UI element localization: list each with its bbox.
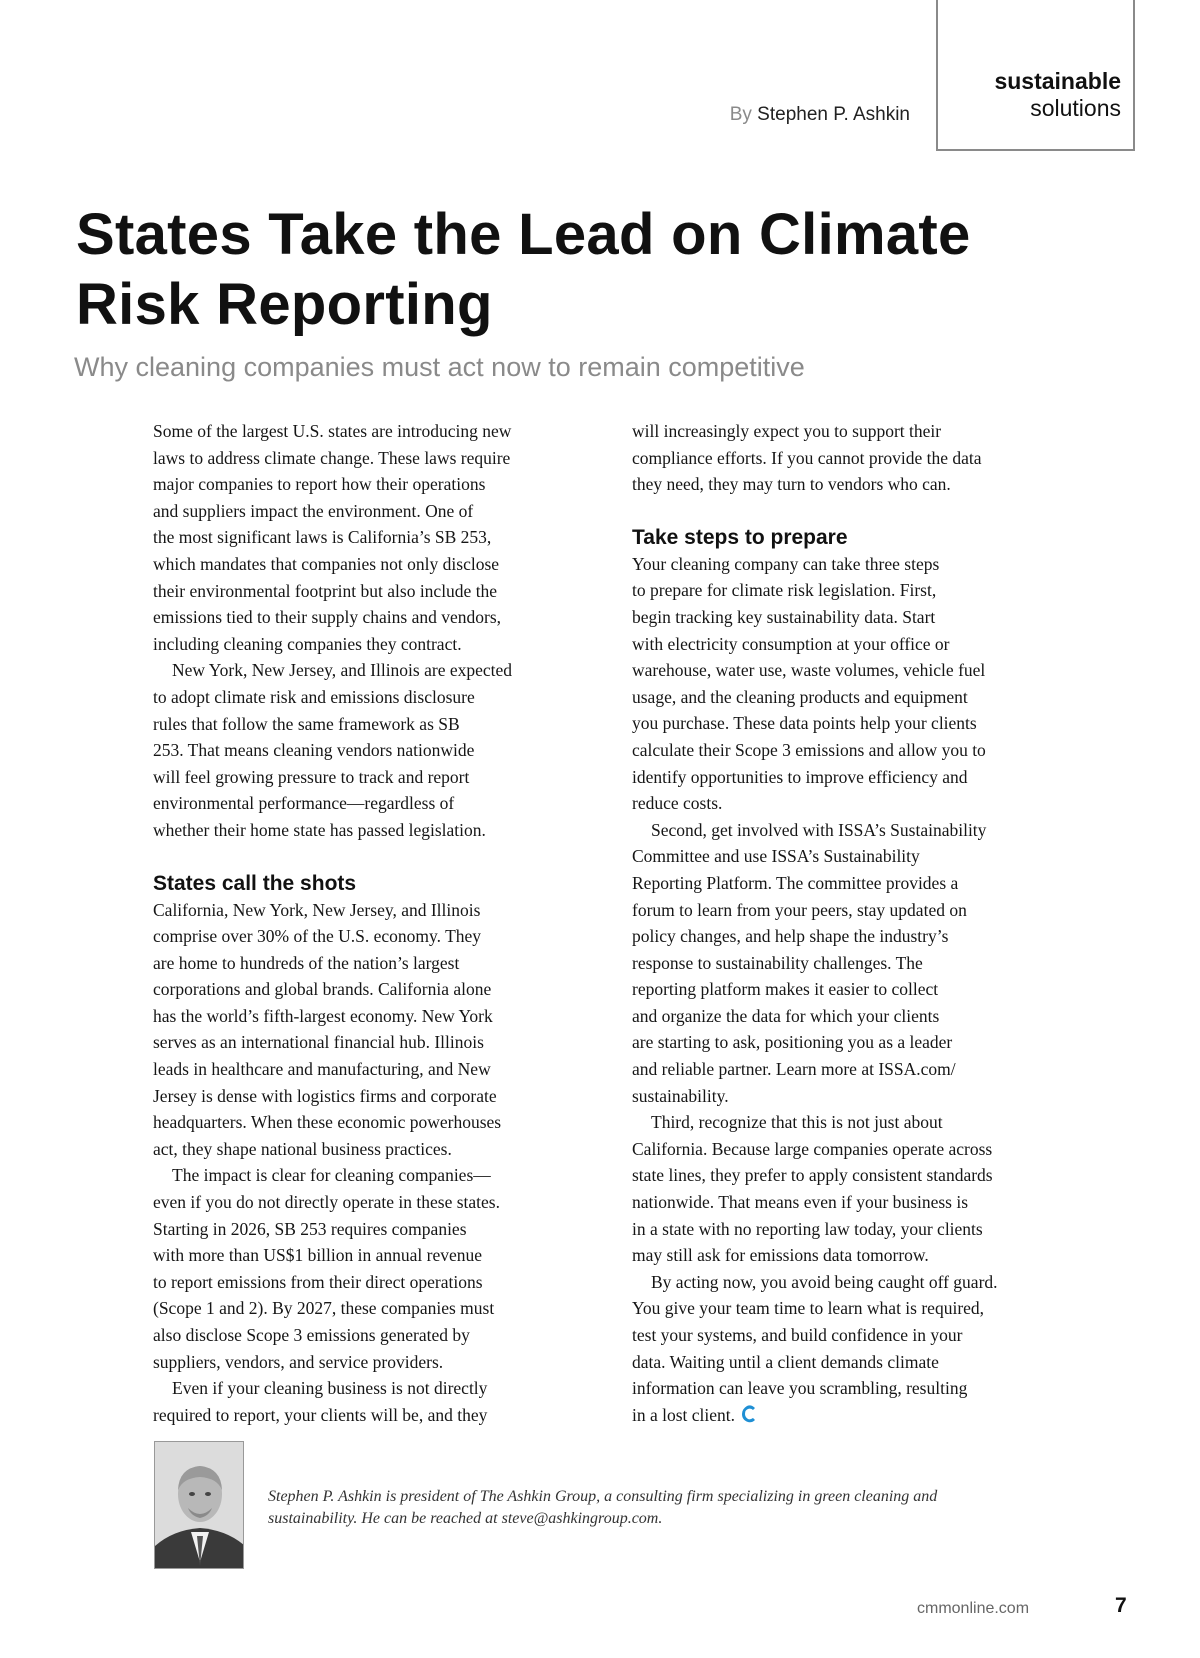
text-line: information can leave you scrambling, resulting — [632, 1378, 968, 1399]
text-line: calculate their Scope 3 emissions and allow you to — [632, 739, 986, 760]
department-label: sustainable — [994, 68, 1121, 94]
text-line: By acting now, you avoid being caught off guard. — [651, 1271, 998, 1292]
text-line: Third, recognize that this is not just about — [651, 1112, 943, 1133]
paragraph — [153, 897, 583, 1163]
footer-url: cmmonline.com — [917, 1600, 1030, 1617]
paragraph — [153, 1162, 583, 1375]
text-line: will increasingly expect you to support their — [632, 421, 942, 441]
text-line: act, they shape national business practices. — [153, 1138, 452, 1159]
text-line: whether their home state has passed legislation. — [153, 819, 486, 840]
text-line: to prepare for climate risk legislation. First, — [632, 580, 937, 601]
text-line: headquarters. When these economic powerhouses — [153, 1112, 502, 1133]
text-line: Some of the largest U.S. states are introducing new — [153, 421, 512, 441]
author-portrait-icon — [155, 1442, 244, 1569]
text-line: has the world’s fifth-largest economy. New York — [153, 1005, 493, 1026]
text-line: to report emissions from their direct operations — [153, 1271, 483, 1292]
text-line: the most significant laws is California’s SB 253, — [153, 527, 492, 548]
author-photo — [154, 1441, 244, 1569]
text-line: you purchase. These data points help your clients — [632, 713, 977, 734]
article-title-line1: States Take the Lead on Climate — [76, 202, 971, 267]
paragraph — [632, 1109, 1062, 1269]
text-line: in a state with no reporting law today, your clients — [632, 1218, 983, 1239]
text-line: nationwide. That means even if your business is — [632, 1192, 969, 1213]
text-line: identify opportunities to improve efficiency and — [632, 766, 968, 787]
text-line: to adopt climate risk and emissions disclosure — [153, 686, 475, 707]
text-line: Starting in 2026, SB 253 requires companies — [153, 1218, 467, 1239]
article-subtitle: Why cleaning companies must act now to remain competitive — [74, 352, 805, 382]
author-bio — [268, 1486, 1068, 1529]
paragraph — [153, 1375, 583, 1428]
text-line: warehouse, water use, waste volumes, vehicle fuel — [632, 660, 986, 681]
text-line: emissions tied to their supply chains and vendors, — [153, 607, 502, 628]
text-line: may still ask for emissions data tomorrow. — [632, 1245, 929, 1266]
text-line: major companies to report how their operations — [153, 474, 486, 495]
article-title-line2: Risk Reporting — [76, 272, 493, 337]
text-line: The impact is clear for cleaning companies— — [172, 1165, 491, 1186]
text-line: begin tracking key sustainability data. Start — [632, 606, 936, 627]
paragraph — [632, 418, 1062, 498]
text-line: Second, get involved with ISSA’s Sustainability — [651, 819, 987, 840]
byline-prefix: By — [729, 104, 752, 125]
text-line: compliance efforts. If you cannot provide the data — [632, 447, 982, 468]
text-line: data. Waiting until a client demands climate — [632, 1351, 939, 1372]
text-line: required to report, your clients will be, and they — [153, 1404, 488, 1425]
text-line: laws to address climate change. These laws require — [153, 447, 511, 468]
text-line: corporations and global brands. California alone — [153, 979, 492, 1000]
author-bio-line: Stephen P. Ashkin is president of The Ashkin Group, a consulting firm specializing in green cleaning and — [268, 1488, 938, 1505]
text-line: which mandates that companies not only disclose — [153, 553, 500, 574]
text-line: their environmental footprint but also include the — [153, 580, 498, 601]
left-column — [153, 418, 583, 1428]
text-line: are starting to ask, positioning you as a leader — [632, 1032, 953, 1053]
text-line: will feel growing pressure to track and report — [153, 766, 470, 787]
author-bio-line: sustainability. He can be reached at steve@ashkingroup.com. — [268, 1509, 663, 1527]
text-line: with electricity consumption at your office or — [632, 633, 950, 654]
text-line: comprise over 30% of the U.S. economy. They — [153, 926, 482, 947]
text-line: New York, New Jersey, and Illinois are expected — [172, 660, 513, 681]
department-sublabel: solutions — [1030, 95, 1121, 121]
text-line: forum to learn from your peers, stay updated on — [632, 899, 967, 920]
paragraph — [632, 817, 1062, 1110]
text-line: they need, they may turn to vendors who can. — [632, 474, 951, 495]
text-line: Reporting Platform. The committee provides a — [632, 872, 959, 893]
text-line: usage, and the cleaning products and equipment — [632, 686, 968, 707]
article-title — [76, 200, 1076, 340]
text-line: California, New York, New Jersey, and Illinois — [153, 899, 481, 920]
text-line: Even if your cleaning business is not directly — [172, 1378, 488, 1399]
text-line: including cleaning companies they contract. — [153, 633, 462, 654]
section-heading: Take steps to prepare — [632, 525, 848, 549]
text-line: Jersey is dense with logistics firms and corporate — [153, 1085, 497, 1106]
text-line: and reliable partner. Learn more at ISSA.com/ — [632, 1059, 956, 1080]
text-line: in a lost client. — [632, 1402, 1062, 1429]
end-mark-icon — [741, 1404, 758, 1424]
text-line: California. Because large companies operate across — [632, 1138, 993, 1159]
text-line: policy changes, and help shape the industry’s — [632, 926, 949, 947]
text-line: environmental performance—regardless of — [153, 793, 455, 814]
text-line: reduce costs. — [632, 793, 723, 814]
paragraph — [632, 1269, 1062, 1429]
text-line: reporting platform makes it easier to collect — [632, 979, 939, 1000]
text-line: sustainability. — [632, 1085, 729, 1106]
text-line: and suppliers impact the environment. One of — [153, 500, 474, 521]
byline — [730, 104, 910, 126]
department-box — [936, 0, 1135, 151]
text-line: 253. That means cleaning vendors nationwide — [153, 740, 475, 761]
text-line: also disclose Scope 3 emissions generated by — [153, 1325, 470, 1345]
paragraph — [153, 418, 583, 657]
text-line: Committee and use ISSA’s Sustainability — [632, 846, 920, 867]
text-line: state lines, they prefer to apply consistent standards — [632, 1165, 993, 1186]
paragraph — [632, 551, 1062, 817]
text-line: are home to hundreds of the nation’s largest — [153, 952, 460, 973]
text-line: You give your team time to learn what is required, — [632, 1298, 985, 1319]
text-line: leads in healthcare and manufacturing, and New — [153, 1059, 491, 1080]
section-heading: States call the shots — [153, 871, 357, 895]
text-line: test your systems, and build confidence in your — [632, 1325, 963, 1345]
text-line: (Scope 1 and 2). By 2027, these companies must — [153, 1298, 495, 1319]
right-column — [632, 418, 1062, 1428]
text-line: suppliers, vendors, and service providers. — [153, 1351, 444, 1372]
text-line: response to sustainability challenges. The — [632, 952, 923, 973]
text-line: serves as an international financial hub. Illinois — [153, 1032, 484, 1053]
text-line: and organize the data for which your clients — [632, 1005, 940, 1026]
byline-author: Stephen P. Ashkin — [757, 104, 910, 125]
text-line: Your cleaning company can take three steps — [632, 553, 940, 574]
text-line: with more than US$1 billion in annual revenue — [153, 1245, 483, 1266]
paragraph — [153, 657, 583, 843]
text-line: rules that follow the same framework as SB — [153, 713, 460, 734]
text-line: even if you do not directly operate in these states. — [153, 1192, 500, 1213]
page-number: 7 — [1115, 1594, 1127, 1617]
